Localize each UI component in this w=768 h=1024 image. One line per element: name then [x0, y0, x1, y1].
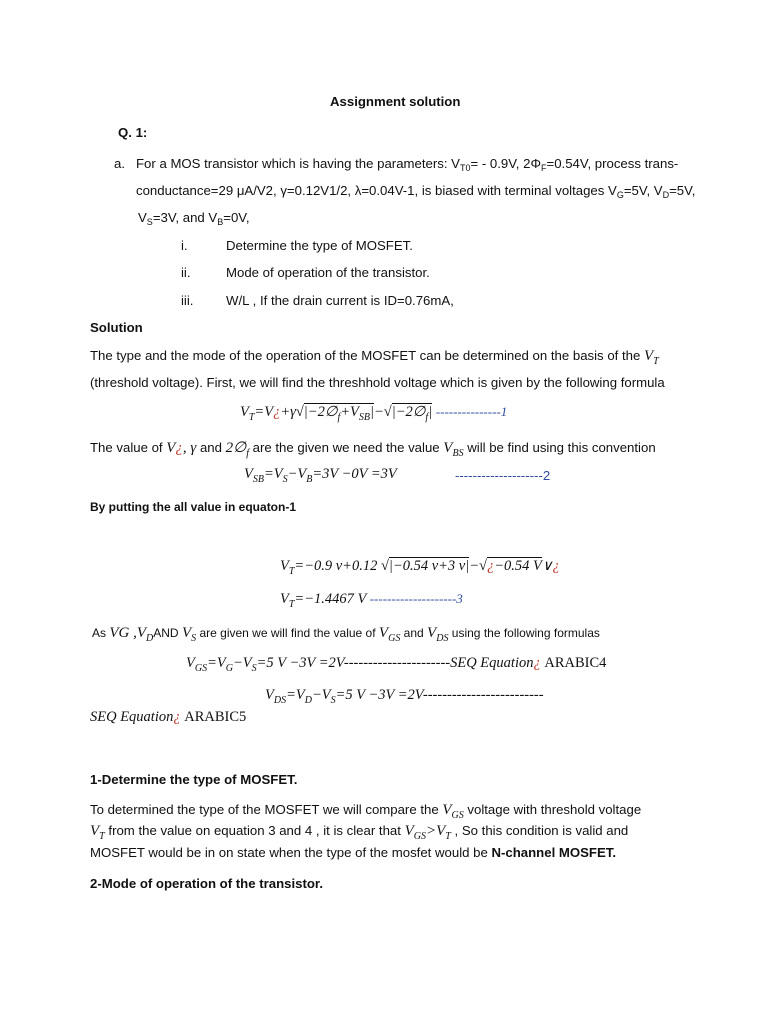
- para4-line2: $V_T$ from the value on equation 3 and 4 , it is clear that $V_{GS}>V_T$ , So this condition is valid and: [90, 823, 629, 842]
- task-3-num: iii.: [181, 293, 194, 308]
- equation-5-tag: SEQ Equation¿ ARABIC5: [90, 709, 247, 725]
- part-a-line2: conductance=29 μA/V2, γ=0.12V1/2, λ=0.04V-1, is biased with terminal voltages $V_G=5V$, $V_D=5V$,: [136, 183, 696, 200]
- section-2-heading: 2-Mode of operation of the transistor.: [90, 876, 323, 891]
- para1-line2: (threshold voltage). First, we will find the threshhold voltage which is given by the following formula: [90, 375, 665, 390]
- equation-1: $V_T=V¿+\gamma√|-2\emptyset_f+V_{SB}|-√|-2\emptyset_f|$ ---------------1: [240, 404, 508, 423]
- para3: As VG $,V_DAND$ $V_S$ are given we will find the value of $V_{GS}$ and $V_{DS}$ using the following formulas: [92, 625, 600, 644]
- putting-values: By putting the all value in equaton-1: [90, 500, 297, 514]
- equation-3b: $V_T=-1.4467$ V --------------------3: [280, 591, 463, 610]
- para2: The value of V¿, γ and $2\emptyset_f$ are the given we need the value $V_{BS}$ will be find using this convention: [90, 440, 656, 459]
- question-label: Q. 1:: [118, 125, 148, 140]
- task-2-text: Mode of operation of the transistor.: [226, 265, 430, 280]
- part-a-line3: $V_S=3V$, and $V_B=0V$,: [138, 210, 250, 227]
- equation-5: $V_{DS}=V_D-V_S=5$ V −3V =2V-------------------------: [265, 687, 544, 706]
- equation-2-tag: --------------------2: [455, 468, 551, 483]
- equation-4: $V_{GS}=V_G-V_S=5$ V −3V =2V----------------------SEQ Equation¿ ARABIC4: [186, 655, 607, 674]
- equation-3a: $V_T=-0.9$ v+0.12 √|−0.54 v+3 v|−√¿−0.54 V∨¿: [280, 558, 560, 577]
- section-1-heading: 1-Determine the type of MOSFET.: [90, 772, 298, 787]
- task-1-text: Determine the type of MOSFET.: [226, 238, 413, 253]
- page-title: Assignment solution: [330, 94, 461, 109]
- para4-line1: To determined the type of the MOSFET we will compare the $V_{GS}$ voltage with threshold voltage: [90, 802, 642, 821]
- equation-2: $V_{SB}=V_S-V_B=3V -0V =3V$: [244, 466, 397, 485]
- task-3-text: W/L , If the drain current is ID=0.76mA,: [226, 293, 454, 308]
- part-a-line1: For a MOS transistor which is having the parameters: $V_{T0}= - 0.9V$, $2\Phi_F=0.54V$, process trans-: [136, 156, 679, 173]
- para4-line3: MOSFET would be in on state when the type of the mosfet would be N-channel MOSFET.: [90, 845, 617, 860]
- task-2-num: ii.: [181, 265, 191, 280]
- part-a-marker: a.: [114, 156, 125, 171]
- para1-line1: The type and the mode of the operation of the MOSFET can be determined on the basis of the $V_T$: [90, 348, 659, 367]
- task-1-num: i.: [181, 238, 188, 253]
- solution-heading: Solution: [90, 320, 143, 335]
